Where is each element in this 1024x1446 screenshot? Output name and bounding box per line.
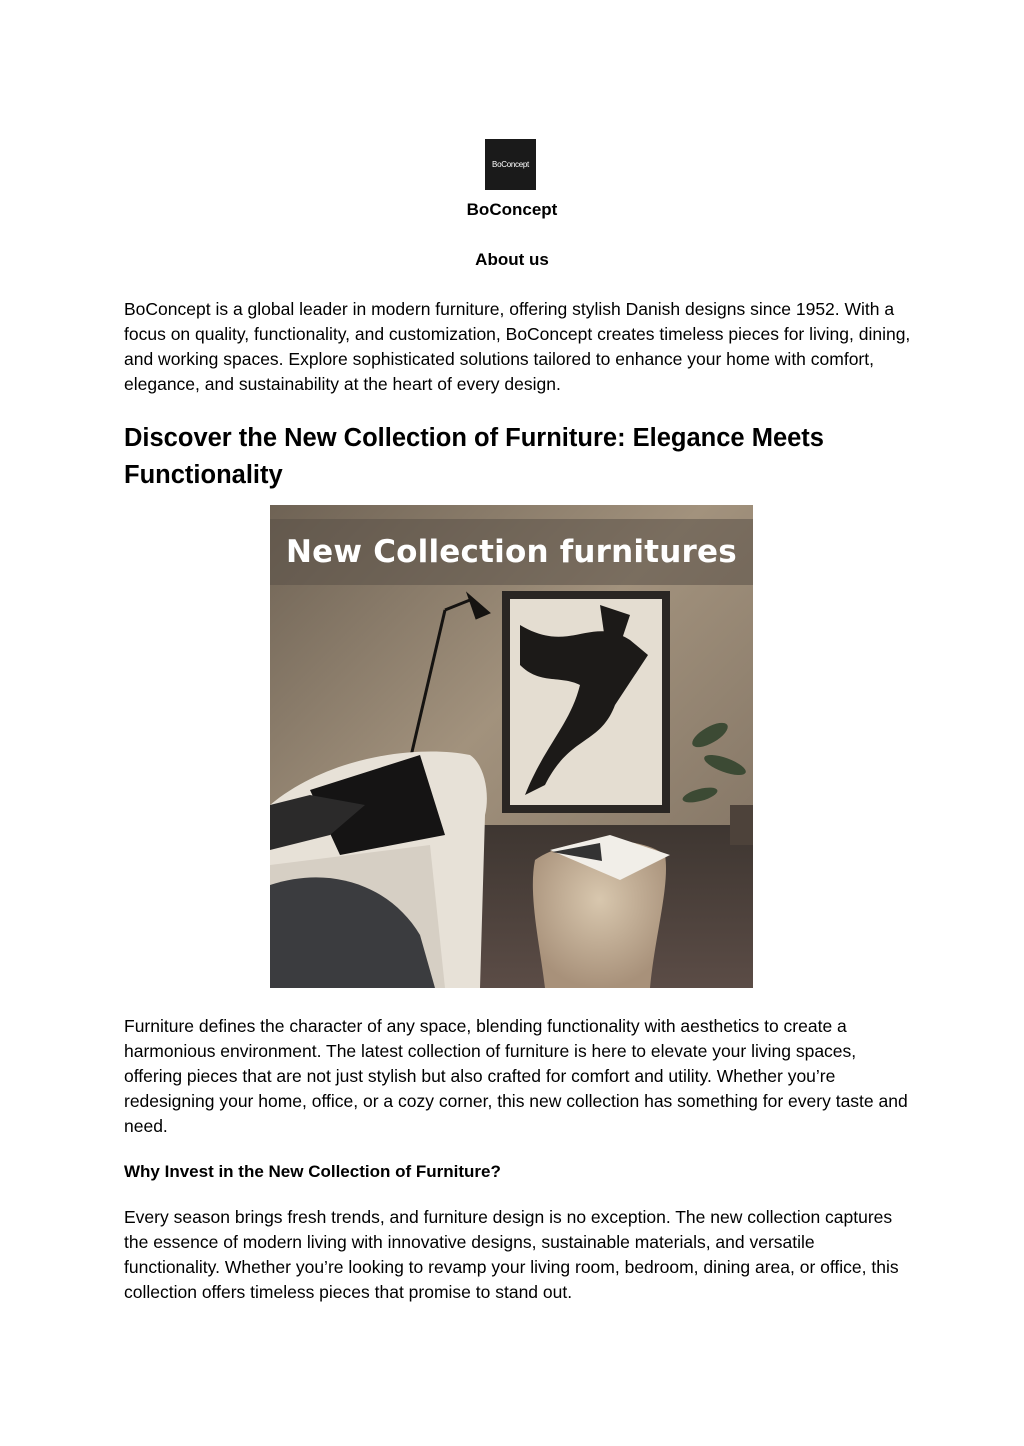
- hero-caption: New Collection furnitures: [286, 534, 737, 570]
- intro-paragraph: Furniture defines the character of any space, blending functionality with aesthetics to create a harmonious environment. The latest collection of furniture is here to elevate your living spaces, offering pieces that are not just stylish but also crafted for comfort and utility. Whether you’re redesigning your home, office, or a cozy corner, this new collection has something for every taste and need.: [124, 1016, 908, 1136]
- sofa: [270, 752, 487, 988]
- brand-name: BoConcept: [466, 200, 558, 219]
- invest-paragraph: Every season brings fresh trends, and furniture design is no exception. The new collection captures the essence of modern living with innovative designs, sustainable materials, and versatile functionality. Whether you’re looking to revamp your living room, bedroom, dining area, or office, this collection offers timeless pieces that promise to stand out.: [124, 1207, 899, 1302]
- about-paragraph: BoConcept is a global leader in modern furniture, offering stylish Danish designs since 1952. With a focus on quality, functionality, and customization, BoConcept creates timeless pieces for living, dining, and working spaces. Explore sophisticated solutions tailored to enhance your home with comfort, elegance, and sustainability at the heart of every design.: [124, 299, 911, 394]
- brand-logo: [485, 139, 536, 190]
- hero-image: [270, 505, 753, 988]
- article-title: Discover the New Collection of Furniture: Elegance Meets Functionality: [124, 424, 824, 489]
- about-heading: About us: [475, 250, 549, 269]
- invest-subheading: Why Invest in the New Collection of Furniture?: [124, 1162, 501, 1181]
- pouf: [533, 835, 670, 988]
- brand-logo-text: BoConcept: [492, 160, 529, 169]
- wall-artwork: [502, 591, 670, 813]
